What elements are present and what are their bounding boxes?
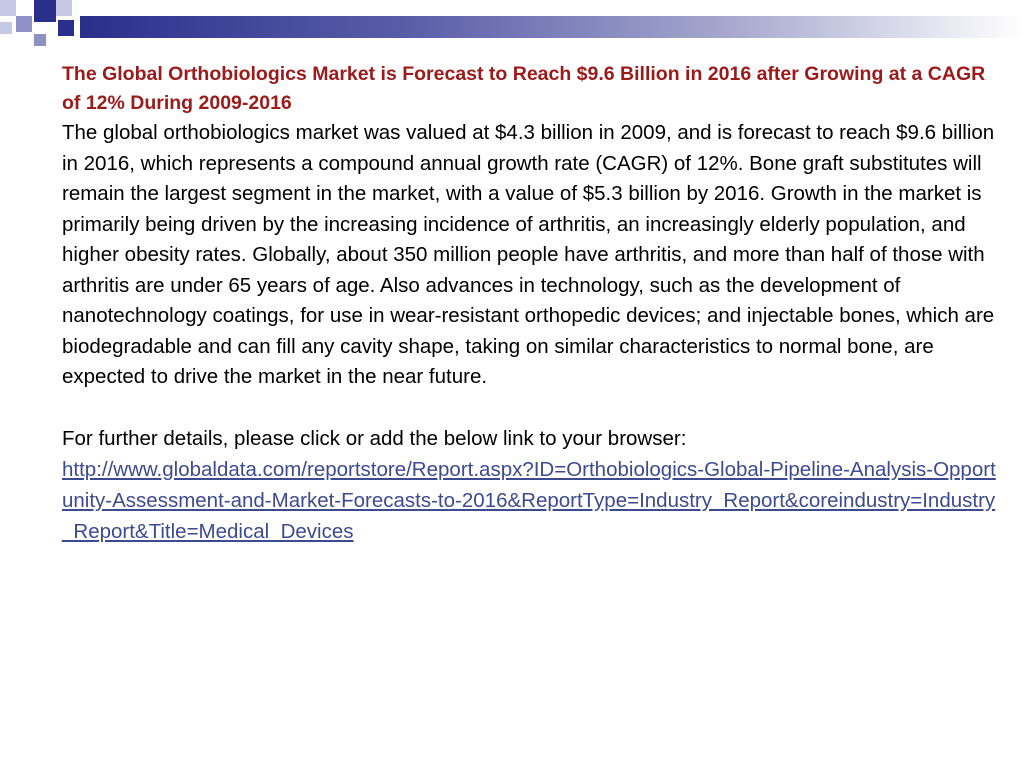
report-link[interactable]: http://www.globaldata.com/reportstore/Report.aspx?ID=Orthobiologics-Global-Pipeline-Analysis-Opportunity-Assessment-and-Market-Forecasts-to-2016&ReportType=Industry_Report&coreindustry=Industry_Report&Title=Medical_Devices: [62, 457, 996, 543]
decor-square: [34, 34, 46, 46]
decor-square: [0, 22, 12, 34]
decor-square: [0, 0, 16, 16]
further-details-text: For further details, please click or add the below link to your browser:: [62, 426, 687, 450]
decor-square: [34, 0, 56, 22]
headline: The Global Orthobiologics Market is Forecast to Reach $9.6 Billion in 2016 after Growing at a CAGR of 12% During 2009-2016: [62, 63, 986, 114]
slide-content: [62, 60, 997, 547]
header-gradient-bar: [80, 16, 1024, 38]
body-paragraph: The global orthobiologics market was valued at $4.3 billion in 2009, and is forecast to reach $9.6 billion in 2016, which represents a compound annual growth rate (CAGR) of 12%. Bone graft substitutes will remain the largest segment in the market, with a value of $5.3 billion by 2016. Growth in the market is primarily being driven by the increasing incidence of arthritis, an increasingly elderly population, and higher obesity rates. Globally, about 350 million people have arthritis, and more than half of those with arthritis are under 65 years of age. Also advances in technology, such as the development of nanotechnology coatings, for use in wear-resistant orthopedic devices; and injectable bones, which are biodegradable and can fill any cavity shape, taking on similar characteristics to normal bone, are expected to drive the market in the near future.: [62, 121, 995, 388]
decor-square: [16, 16, 32, 32]
decor-square: [58, 20, 74, 36]
decor-square: [56, 0, 72, 16]
header-decoration: [0, 0, 1024, 38]
spacer: [62, 393, 997, 423]
